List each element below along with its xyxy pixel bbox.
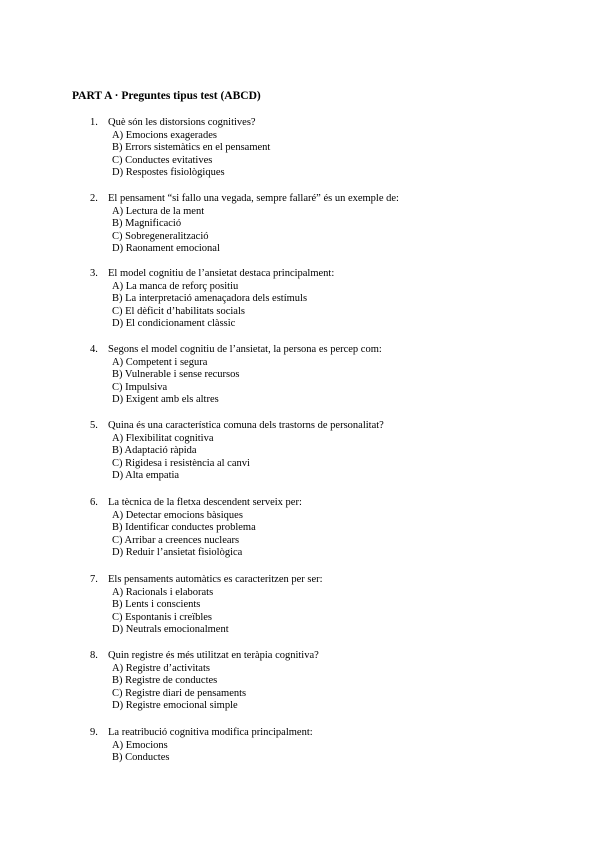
answer-option: D) Reduir l’ansietat fisiològica <box>112 547 243 558</box>
answer-option: B) Conductes <box>112 752 170 763</box>
answer-option: C) Sobregeneralització <box>112 230 209 242</box>
question-number: 3. <box>90 268 98 279</box>
answer-option: C) El dèficit d’habilitats socials <box>112 305 245 317</box>
answer-option: C) Registre diari de pensaments <box>112 687 247 699</box>
answer-option: A) Flexibilitat cognitiva <box>112 432 214 444</box>
answer-option: A) Registre d’activitats <box>112 662 210 674</box>
answer-option: D) Exigent amb els altres <box>112 394 219 405</box>
answer-option: B) Magnificació <box>112 218 182 229</box>
answer-option: C) Rigidesa i resistència al canvi <box>112 457 250 469</box>
answer-option: B) Adaptació ràpida <box>112 445 197 456</box>
answer-option: D) Registre emocional simple <box>112 700 238 711</box>
answer-option: B) Registre de conductes <box>112 675 218 686</box>
question-number: 8. <box>90 650 98 661</box>
question-number: 7. <box>90 574 98 585</box>
question-number: 2. <box>90 193 98 204</box>
answer-option: B) Vulnerable i sense recursos <box>112 369 240 380</box>
question-text: Quin registre és més utilitzat en teràpia cognitiva? <box>108 650 319 661</box>
answer-option: D) Raonament emocional <box>112 243 220 254</box>
answer-option: D) Alta empatia <box>112 470 180 481</box>
question-number: 6. <box>90 497 98 508</box>
answer-option: C) Conductes evitatives <box>112 154 213 166</box>
question-text: El pensament “si fallo una vegada, sempre fallaré” és un exemple de: <box>108 193 399 204</box>
answer-option: D) El condicionament clàssic <box>112 318 236 329</box>
question-number: 1. <box>90 117 98 128</box>
answer-option: A) Racionals i elaborats <box>112 586 214 598</box>
question-text: La tècnica de la fletxa descendent serveix per: <box>108 497 302 508</box>
question-text: Quina és una característica comuna dels trastorns de personalitat? <box>108 420 384 431</box>
question-number: 9. <box>90 727 98 738</box>
answer-option: D) Respostes fisiològiques <box>112 167 225 178</box>
answer-option: B) Lents i conscients <box>112 599 201 610</box>
question-number: 5. <box>90 420 98 431</box>
answer-option: A) Emocions exagerades <box>112 129 217 141</box>
answer-option: D) Neutrals emocionalment <box>112 624 229 635</box>
answer-option: C) Arribar a creences nuclears <box>112 534 240 546</box>
question-text: El model cognitiu de l’ansietat destaca principalment: <box>108 268 335 279</box>
answer-option: C) Impulsiva <box>112 381 168 393</box>
question-number: 4. <box>90 344 98 355</box>
answer-option: A) Competent i segura <box>112 356 208 368</box>
answer-option: A) Emocions <box>112 739 168 751</box>
question-text: Què són les distorsions cognitives? <box>108 117 256 128</box>
answer-option: B) Errors sistemàtics en el pensament <box>112 142 271 153</box>
answer-option: C) Espontanis i creïbles <box>112 611 213 623</box>
question-text: Els pensaments automàtics es caracteritzen per ser: <box>108 574 323 585</box>
question-text: Segons el model cognitiu de l’ansietat, la persona es percep com: <box>108 344 382 355</box>
section-heading: PART A · Preguntes tipus test (ABCD) <box>72 90 261 102</box>
answer-option: B) La interpretació amenaçadora dels estímuls <box>112 293 308 304</box>
answer-option: B) Identificar conductes problema <box>112 522 256 533</box>
answer-option: A) Lectura de la ment <box>112 205 205 217</box>
question-text: La reatribució cognitiva modifica principalment: <box>108 727 313 738</box>
answer-option: A) La manca de reforç positiu <box>112 280 239 292</box>
answer-option: A) Detectar emocions bàsiques <box>112 509 243 521</box>
